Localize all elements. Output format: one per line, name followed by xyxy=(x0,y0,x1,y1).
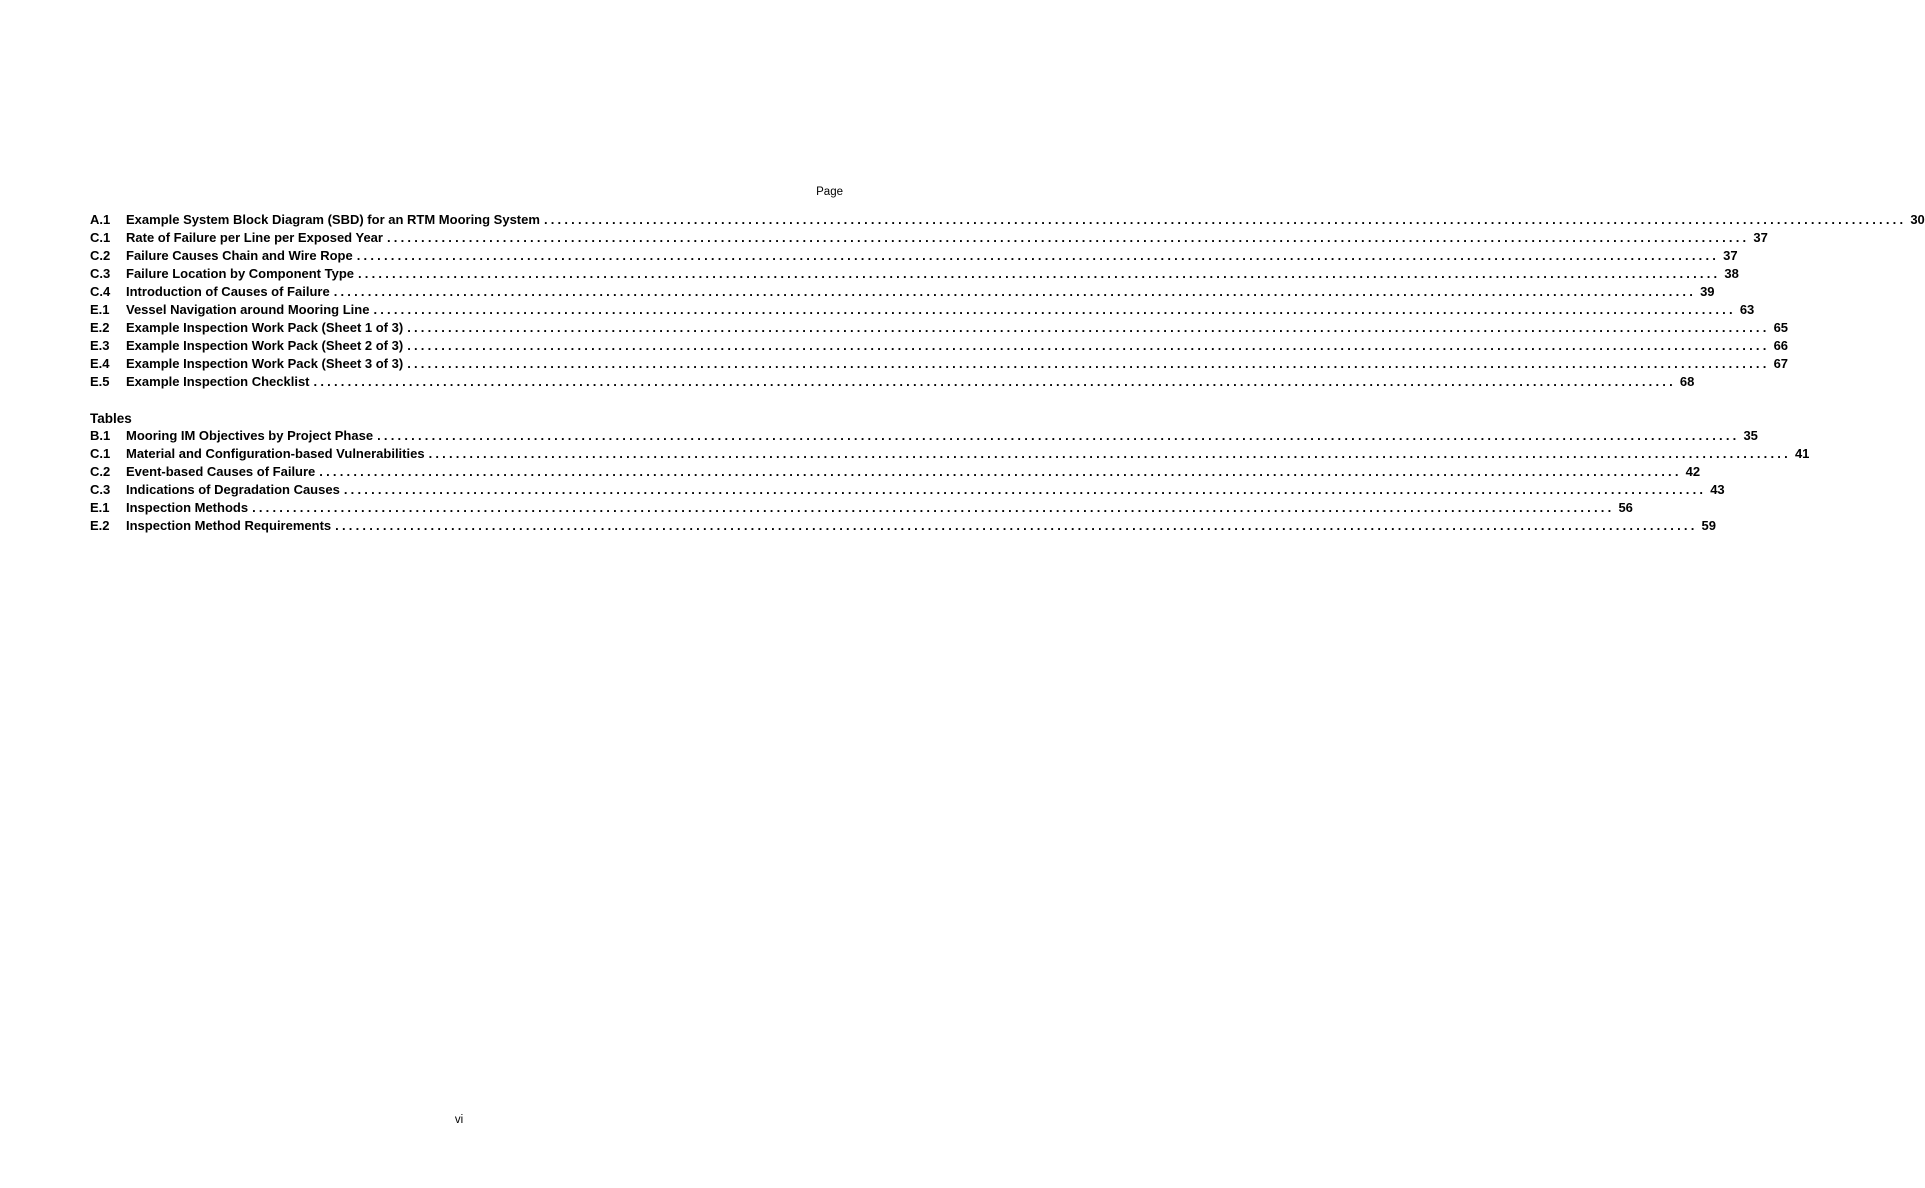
toc-entry[interactable] xyxy=(90,284,1715,302)
toc-entry-title: Event-based Causes of Failure xyxy=(126,464,316,479)
toc-entry-page: 43 xyxy=(1710,482,1725,497)
toc-dot-leader: ........................................................................................................................................................................................................ xyxy=(356,248,1720,263)
toc-dot-leader: ........................................................................................................................................................................................................ xyxy=(543,212,1907,227)
toc-entry-page: 30 xyxy=(1910,212,1925,227)
toc-entry-title: Mooring IM Objectives by Project Phase xyxy=(126,428,374,443)
toc-entry-number: C.1 xyxy=(90,446,111,461)
toc-entry[interactable] xyxy=(90,302,1755,320)
toc-dot-leader: ........................................................................................................................................................................................................ xyxy=(407,356,1770,371)
toc-dot-leader: ........................................................................................................................................................................................................ xyxy=(407,338,1770,353)
tables-list xyxy=(90,428,1810,536)
page-number: vi xyxy=(454,1114,464,1126)
toc-entry-page: 66 xyxy=(1773,338,1789,353)
toc-entry[interactable] xyxy=(90,338,1789,356)
toc-entry[interactable] xyxy=(90,464,1701,482)
toc-entry-title: Material and Configuration-based Vulnerabilities xyxy=(126,446,425,461)
toc-entry-page: 41 xyxy=(1794,446,1810,461)
toc-entry-number: E.1 xyxy=(90,500,110,515)
toc-entry-title: Introduction of Causes of Failure xyxy=(126,284,330,299)
toc-entry-title: Example Inspection Work Pack (Sheet 1 of 3) xyxy=(126,320,404,335)
toc-entry[interactable] xyxy=(90,248,1738,266)
toc-entry[interactable] xyxy=(90,518,1716,536)
toc-entry[interactable] xyxy=(90,374,1695,392)
tables-heading: Tables xyxy=(90,411,132,426)
toc-entry-page: 65 xyxy=(1773,320,1789,335)
toc-entry-number: A.1 xyxy=(90,212,111,227)
toc-entry-page: 35 xyxy=(1743,428,1758,443)
toc-entry-number: C.3 xyxy=(90,482,111,497)
toc-entry-number: E.5 xyxy=(90,374,110,389)
toc-entry-number: E.2 xyxy=(90,320,110,335)
toc-entry-number: E.1 xyxy=(90,302,110,317)
page-column-label: Page xyxy=(816,186,843,198)
toc-entry-number: E.2 xyxy=(90,518,110,533)
toc-dot-leader: ........................................................................................................................................................................................................ xyxy=(358,266,1721,281)
toc-entry-page: 67 xyxy=(1773,356,1789,371)
toc-entry-number: C.2 xyxy=(90,248,111,263)
toc-entry-number: C.2 xyxy=(90,464,111,479)
toc-entry[interactable] xyxy=(90,446,1810,464)
toc-dot-leader: ........................................................................................................................................................................................................ xyxy=(252,500,1615,515)
toc-entry-title: Example Inspection Work Pack (Sheet 2 of 3) xyxy=(126,338,404,353)
toc-dot-leader: ........................................................................................................................................................................................................ xyxy=(407,320,1770,335)
toc-entry-page: 59 xyxy=(1701,518,1716,533)
toc-entry-number: C.3 xyxy=(90,266,111,281)
toc-entry-title: Vessel Navigation around Mooring Line xyxy=(126,302,370,317)
toc-dot-leader: ........................................................................................................................................................................................................ xyxy=(335,518,1698,533)
toc-dot-leader: ........................................................................................................................................................................................................ xyxy=(319,464,1682,479)
toc-entry-number: E.4 xyxy=(90,356,110,371)
toc-entry-page: 39 xyxy=(1700,284,1715,299)
toc-entry-page: 42 xyxy=(1685,464,1701,479)
toc-entry-title: Inspection Methods xyxy=(126,500,249,515)
toc-dot-leader: ........................................................................................................................................................................................................ xyxy=(313,374,1676,389)
figures-list xyxy=(90,212,1925,392)
toc-entry-title: Rate of Failure per Line per Exposed Year xyxy=(126,230,383,245)
toc-entry[interactable] xyxy=(90,212,1925,230)
toc-entry-title: Indications of Degradation Causes xyxy=(126,482,340,497)
toc-dot-leader: ........................................................................................................................................................................................................ xyxy=(377,428,1740,443)
toc-entry-title: Failure Causes Chain and Wire Rope xyxy=(126,248,353,263)
toc-entry[interactable] xyxy=(90,428,1758,446)
table-of-contents xyxy=(90,212,1925,536)
toc-dot-leader: ........................................................................................................................................................................................................ xyxy=(343,482,1707,497)
toc-entry-number: C.1 xyxy=(90,230,111,245)
toc-entry-page: 63 xyxy=(1739,302,1755,317)
toc-entry-title: Example Inspection Work Pack (Sheet 3 of 3) xyxy=(126,356,404,371)
toc-dot-leader: ........................................................................................................................................................................................................ xyxy=(333,284,1697,299)
toc-entry[interactable] xyxy=(90,230,1768,248)
toc-entry-page: 37 xyxy=(1723,248,1738,263)
toc-entry-number: B.1 xyxy=(90,428,111,443)
toc-entry[interactable] xyxy=(90,356,1789,374)
toc-entry[interactable] xyxy=(90,482,1725,500)
toc-entry-number: C.4 xyxy=(90,284,111,299)
toc-entry-page: 68 xyxy=(1679,374,1695,389)
toc-entry-title: Failure Location by Component Type xyxy=(126,266,354,281)
toc-entry[interactable] xyxy=(90,320,1789,338)
toc-entry-title: Example System Block Diagram (SBD) for an RTM Mooring System xyxy=(126,212,540,227)
toc-entry-title: Inspection Method Requirements xyxy=(126,518,332,533)
toc-entry-title: Example Inspection Checklist xyxy=(126,374,310,389)
toc-entry[interactable] xyxy=(90,266,1739,284)
toc-entry-page: 38 xyxy=(1724,266,1739,281)
toc-dot-leader: ........................................................................................................................................................................................................ xyxy=(428,446,1791,461)
toc-entry-number: E.3 xyxy=(90,338,110,353)
toc-entry-page: 37 xyxy=(1753,230,1768,245)
toc-dot-leader: ........................................................................................................................................................................................................ xyxy=(386,230,1750,245)
toc-entry[interactable] xyxy=(90,500,1633,518)
toc-dot-leader: ........................................................................................................................................................................................................ xyxy=(373,302,1736,317)
toc-entry-page: 56 xyxy=(1618,500,1633,515)
